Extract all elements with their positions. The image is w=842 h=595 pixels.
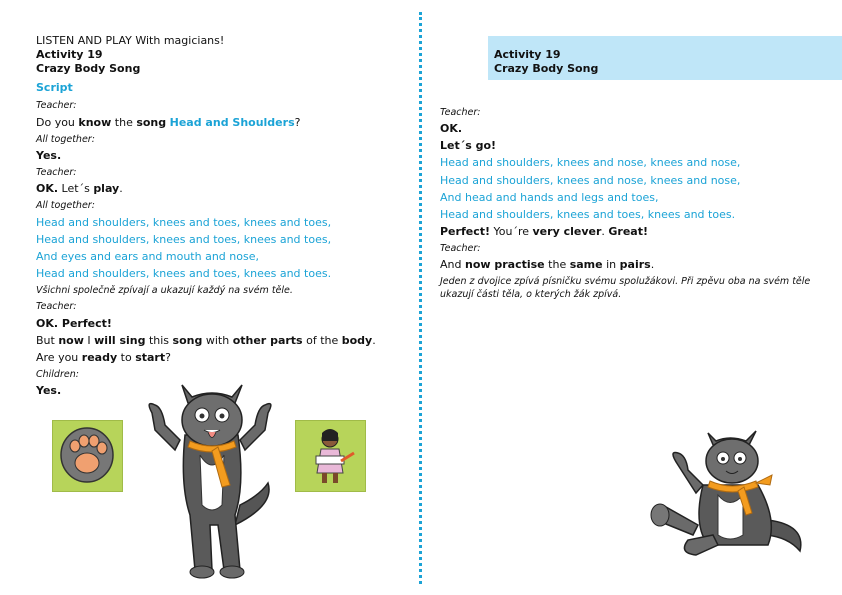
song-line: Head and shoulders, knees and nose, knees and nose, <box>440 156 741 169</box>
heading: LISTEN AND PLAY With magicians! <box>36 34 225 47</box>
dialogue-line: Yes. <box>36 384 62 397</box>
czech-instruction: Všichni společně zpívají a ukazují každý na svém těle. <box>36 285 293 296</box>
page-divider <box>419 12 422 584</box>
cat-sitting-illustration <box>648 425 808 560</box>
czech-instruction: Jeden z dvojice zpívá písničku svému spolužákovi. Při zpěvu oba na svém těle <box>440 276 811 287</box>
activity-header-box <box>488 36 842 80</box>
activity-number: Activity 19 <box>36 48 103 61</box>
dialogue-line: Perfect! You´re very clever. Great! <box>440 225 649 238</box>
song-line: Head and shoulders, knees and toes, knees and toes, <box>36 216 332 229</box>
dialogue-line: OK. Let´s play. <box>36 182 123 195</box>
activity-number: Activity 19 <box>494 48 561 61</box>
cat-standing-illustration <box>140 375 280 585</box>
paw-card-icon <box>52 420 123 492</box>
role-label: Teacher: <box>36 301 77 312</box>
song-line: Head and shoulders, knees and nose, knees and nose, <box>440 174 741 187</box>
dialogue-line: Yes. <box>36 149 62 162</box>
dialogue-line: Are you ready to start? <box>36 351 171 364</box>
song-line: And eyes and ears and mouth and nose, <box>36 250 259 263</box>
song-line: Head and shoulders, knees and toes, knees and toes. <box>36 267 332 280</box>
activity-title: Crazy Body Song <box>494 62 599 75</box>
dialogue-line: And now practise the same in pairs. <box>440 258 655 271</box>
czech-instruction: ukazují části těla, o kterých žák zpívá. <box>440 289 622 300</box>
dialogue-line: OK. Perfect! <box>36 317 112 330</box>
role-label: All together: <box>36 134 95 145</box>
dialogue-line: Let´s go! <box>440 139 497 152</box>
script-label: Script <box>36 81 73 94</box>
dialogue-line: OK. <box>440 122 463 135</box>
role-label: Children: <box>36 369 79 380</box>
girl-card-icon <box>295 420 366 492</box>
role-label: Teacher: <box>440 107 481 118</box>
song-line: Head and shoulders, knees and toes, knees and toes. <box>440 208 736 221</box>
activity-title: Crazy Body Song <box>36 62 141 75</box>
dialogue-line: Do you know the song Head and Shoulders? <box>36 116 301 129</box>
role-label: Teacher: <box>36 167 77 178</box>
dialogue-line: But now I will sing this song with other parts of the body. <box>36 334 376 347</box>
song-line: Head and shoulders, knees and toes, knees and toes, <box>36 233 332 246</box>
role-label: Teacher: <box>36 100 77 111</box>
song-line: And head and hands and legs and toes, <box>440 191 659 204</box>
role-label: Teacher: <box>440 243 481 254</box>
role-label: All together: <box>36 200 95 211</box>
